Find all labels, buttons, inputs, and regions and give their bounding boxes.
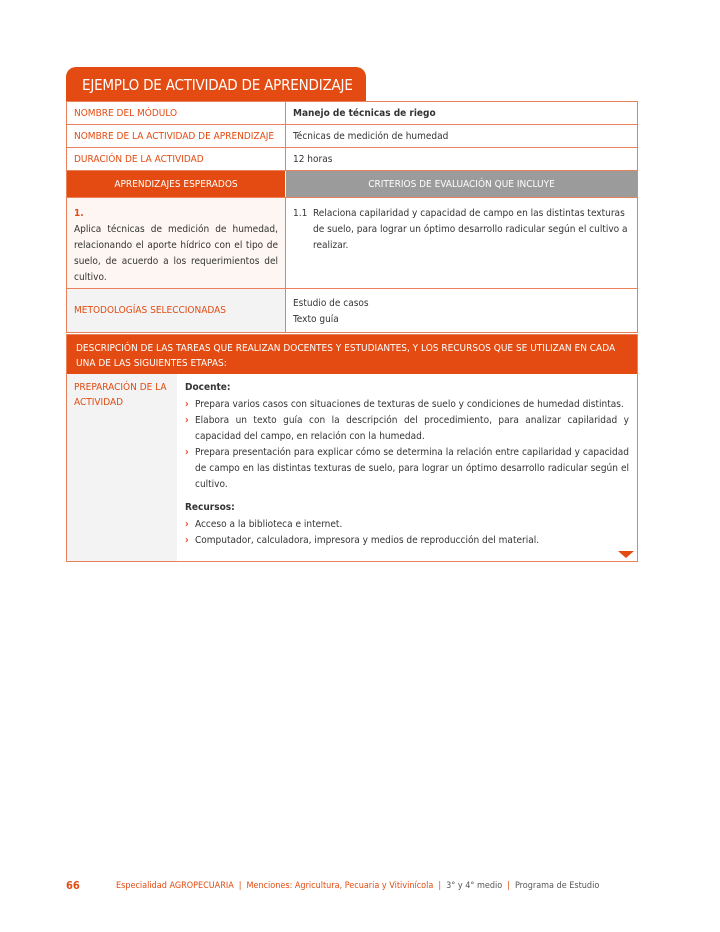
criterio-text: Relaciona capilaridad y capacidad de campo en las distintas texturas de suelo, para lograr un óptimo desarrollo radicular según el cultivo a realizar. <box>313 208 628 251</box>
metodologias-value <box>286 289 637 332</box>
page-footer <box>66 879 638 892</box>
description-header: DESCRIPCIÓN DE LAS TAREAS QUE REALIZAN DOCENTES Y ESTUDIANTES, Y LOS RECURSOS QUE SE UTILIZAN EN CADA UNA DE LAS SIGUIENTES ETAPAS: <box>67 335 637 374</box>
list-item-text: Prepara varios casos con situaciones de texturas de suelo y condiciones de humedad distintas. <box>195 399 624 410</box>
list-item <box>185 397 629 413</box>
preparation-label: PREPARACIÓN DE LA ACTIVIDAD <box>67 374 177 561</box>
page-number: 66 <box>66 879 80 892</box>
activity-table <box>66 101 638 333</box>
list-item <box>185 445 629 493</box>
activity-name-value: Técnicas de medición de humedad <box>293 130 449 142</box>
section-title-tab: EJEMPLO DE ACTIVIDAD DE APRENDIZAJE <box>66 67 366 102</box>
preparation-content <box>177 374 637 561</box>
criterio-cell <box>286 198 637 288</box>
list-item-text: Acceso a la biblioteca e internet. <box>195 519 343 530</box>
table-row <box>67 148 637 171</box>
list-item-text: Prepara presentación para explicar cómo se determina la relación entre capilaridad y capacidad de campo en las distintas texturas de suelo, para lograr un óptimo desarrollo radicular según el cultivo. <box>195 447 629 490</box>
module-name-label: NOMBRE DEL MÓDULO <box>67 102 286 124</box>
list-item-text: Computador, calculadora, impresora y medios de reproducción del material. <box>195 535 540 546</box>
footer-divider: | <box>507 880 510 891</box>
list-item <box>185 517 629 533</box>
list-item-text: Elabora un texto guía con la descripción del procedimiento, para analizar capilaridad y capacidad del campo, en relación con la humedad. <box>195 415 629 442</box>
footer-menciones: Menciones: Agricultura, Pecuaria y Vitivinícola <box>246 880 434 891</box>
aprendizaje-text: Aplica técnicas de medición de humedad, relacionando el aporte hídrico con el tipo de suelo, de acuerdo a los requerimientos del cultivo. <box>74 224 278 283</box>
docente-label: Docente: <box>185 382 231 393</box>
table-row <box>67 125 637 148</box>
metodologia-item: Texto guía <box>293 314 339 325</box>
list-item <box>185 533 629 549</box>
activity-name-label: NOMBRE DE LA ACTIVIDAD DE APRENDIZAJE <box>67 125 286 147</box>
table-row <box>67 289 637 332</box>
table-row <box>67 198 637 289</box>
footer-especialidad: Especialidad AGROPECUARIA <box>116 880 234 891</box>
recursos-label: Recursos: <box>185 502 235 513</box>
chevron-right-icon: › <box>185 415 189 426</box>
metodologia-item: Estudio de casos <box>293 298 369 309</box>
tasks-table <box>66 334 638 562</box>
preparation-row <box>67 374 637 561</box>
duration-label: DURACIÓN DE LA ACTIVIDAD <box>67 148 286 170</box>
metodologias-label: METODOLOGÍAS SELECCIONADAS <box>67 289 286 332</box>
aprendizaje-number: 1. <box>74 208 84 219</box>
footer-divider: | <box>438 880 442 891</box>
aprendizajes-header: APRENDIZAJES ESPERADOS <box>67 171 286 197</box>
list-item <box>185 413 629 445</box>
chevron-right-icon: › <box>185 519 189 530</box>
table-row <box>67 102 637 125</box>
module-name-value: Manejo de técnicas de riego <box>293 107 436 119</box>
chevron-right-icon: › <box>185 535 189 546</box>
aprendizaje-cell <box>67 198 286 288</box>
continue-triangle-icon <box>618 551 634 558</box>
criterios-header: CRITERIOS DE EVALUACIÓN QUE INCLUYE <box>286 171 637 197</box>
chevron-right-icon: › <box>185 399 189 410</box>
column-headers <box>67 171 637 198</box>
criterio-number: 1.1 <box>293 208 308 219</box>
footer-nivel: 3° y 4° medio <box>446 880 503 891</box>
footer-divider: | <box>238 880 242 891</box>
duration-value: 12 horas <box>293 153 333 165</box>
footer-programa: Programa de Estudio <box>514 880 600 891</box>
chevron-right-icon: › <box>185 447 189 458</box>
